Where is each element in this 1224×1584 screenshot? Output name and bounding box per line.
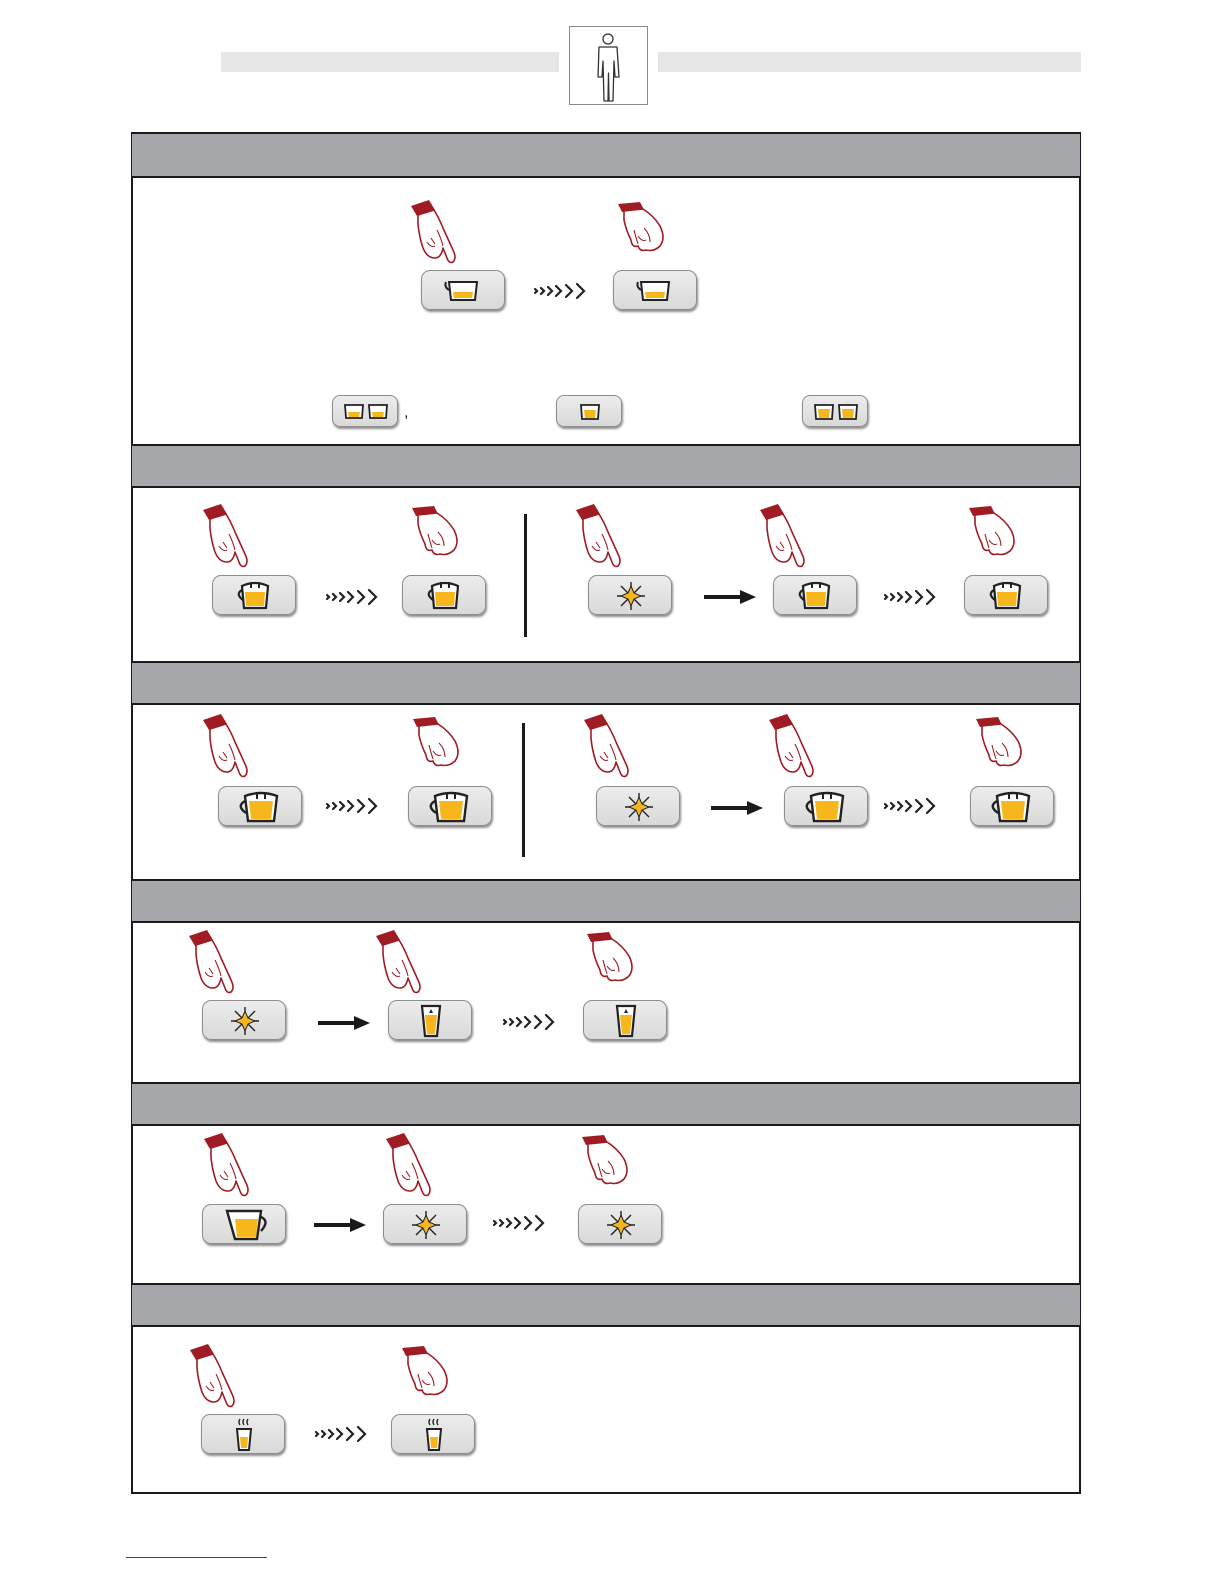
- cappuccino-cup-icon: [213, 576, 297, 616]
- section-header-5: [132, 1082, 1080, 1126]
- star-button[interactable]: [588, 575, 672, 615]
- sequence-arrows-icon: [502, 1012, 558, 1037]
- cappuccino-cup-icon: [965, 576, 1049, 616]
- cappuccino-button[interactable]: [773, 575, 857, 615]
- hot-water-glass-icon: [392, 1415, 476, 1455]
- two-espresso-cups-icon: [803, 396, 869, 428]
- large-cup-button[interactable]: [218, 786, 302, 826]
- hand-press-icon: [407, 198, 469, 275]
- large-cup-icon: [219, 787, 303, 827]
- sequence-arrows-icon: [314, 1424, 370, 1449]
- hand-release-icon: [409, 715, 465, 776]
- cappuccino-cup-icon: [403, 576, 487, 616]
- section-header-2: [132, 444, 1080, 488]
- section-header-6: [132, 1283, 1080, 1327]
- header-bar-left: [221, 52, 559, 72]
- star-burst-icon: [203, 1001, 287, 1041]
- milk-jug-icon: [203, 1205, 287, 1245]
- star-button[interactable]: [596, 786, 680, 826]
- hand-release-icon: [408, 504, 464, 565]
- hand-press-icon: [572, 502, 634, 579]
- espresso-button-result: [613, 270, 697, 310]
- hand-press-icon: [199, 712, 261, 789]
- large-cup-icon: [409, 787, 493, 827]
- sequence-arrows-icon: [533, 281, 589, 306]
- hand-release-icon: [398, 1344, 454, 1405]
- hand-release-icon: [578, 1133, 634, 1194]
- header-bar-right: [658, 52, 1081, 72]
- two-espresso-cups-icon: [333, 396, 399, 428]
- section-header-3: [132, 661, 1080, 705]
- latte-button[interactable]: [388, 1000, 472, 1040]
- large-cup-button-result: [408, 786, 492, 826]
- espresso-button[interactable]: [421, 270, 505, 310]
- espresso-cup-icon: [557, 396, 623, 428]
- star-button-result: [578, 1204, 662, 1244]
- star-burst-icon: [589, 576, 673, 616]
- divider-line-2: [524, 514, 527, 637]
- hand-press-icon: [756, 502, 818, 579]
- section-header-1: [132, 132, 1080, 178]
- hot-water-button-result: [391, 1414, 475, 1454]
- cappuccino-button[interactable]: [212, 575, 296, 615]
- hand-release-icon: [972, 715, 1028, 776]
- divider-line-3: [522, 723, 525, 857]
- espresso-cup-icon: [422, 271, 506, 311]
- hand-release-icon: [614, 200, 670, 261]
- latte-glass-icon: [389, 1001, 473, 1041]
- hand-press-icon: [372, 928, 434, 1005]
- hand-press-icon: [580, 712, 642, 789]
- star-burst-icon: [597, 787, 681, 827]
- user-person-icon: [569, 26, 648, 105]
- two-espresso-button[interactable]: [332, 395, 398, 427]
- section-header-4: [132, 879, 1080, 923]
- hand-press-icon: [200, 1131, 262, 1208]
- hand-press-icon: [199, 502, 261, 579]
- hand-press-icon: [765, 712, 827, 789]
- espresso-cup-icon: [614, 271, 698, 311]
- milk-jug-button[interactable]: [202, 1204, 286, 1244]
- sequence-arrows-icon: [325, 587, 381, 612]
- hand-press-icon: [382, 1131, 444, 1208]
- single-cup-button[interactable]: [556, 395, 622, 427]
- hot-water-glass-icon: [202, 1415, 286, 1455]
- large-cup-button[interactable]: [784, 786, 868, 826]
- sequence-arrows-icon: [883, 796, 939, 821]
- large-cup-icon: [785, 787, 869, 827]
- cappuccino-button-result: [964, 575, 1048, 615]
- latte-button-result: [583, 1000, 667, 1040]
- cappuccino-cup-icon: [774, 576, 858, 616]
- latte-glass-icon: [584, 1001, 668, 1041]
- cappuccino-button-result: [402, 575, 486, 615]
- hot-water-button[interactable]: [201, 1414, 285, 1454]
- hand-press-icon: [185, 928, 247, 1005]
- hand-release-icon: [965, 504, 1021, 565]
- two-cups-button[interactable]: [802, 395, 868, 427]
- large-cup-icon: [971, 787, 1055, 827]
- separator-comma: ,: [404, 404, 409, 421]
- star-button[interactable]: [202, 1000, 286, 1040]
- right-arrow-icon: [312, 1217, 368, 1238]
- hand-press-icon: [186, 1342, 248, 1419]
- star-burst-icon: [579, 1205, 663, 1245]
- sequence-arrows-icon: [492, 1213, 548, 1238]
- sequence-arrows-icon: [325, 796, 381, 821]
- right-arrow-icon: [709, 800, 765, 821]
- star-burst-icon: [384, 1205, 468, 1245]
- right-arrow-icon: [316, 1015, 372, 1036]
- star-button[interactable]: [383, 1204, 467, 1244]
- right-arrow-icon: [702, 589, 758, 610]
- sequence-arrows-icon: [883, 587, 939, 612]
- footer-underline: [126, 1557, 267, 1558]
- large-cup-button-result: [970, 786, 1054, 826]
- hand-release-icon: [583, 930, 639, 991]
